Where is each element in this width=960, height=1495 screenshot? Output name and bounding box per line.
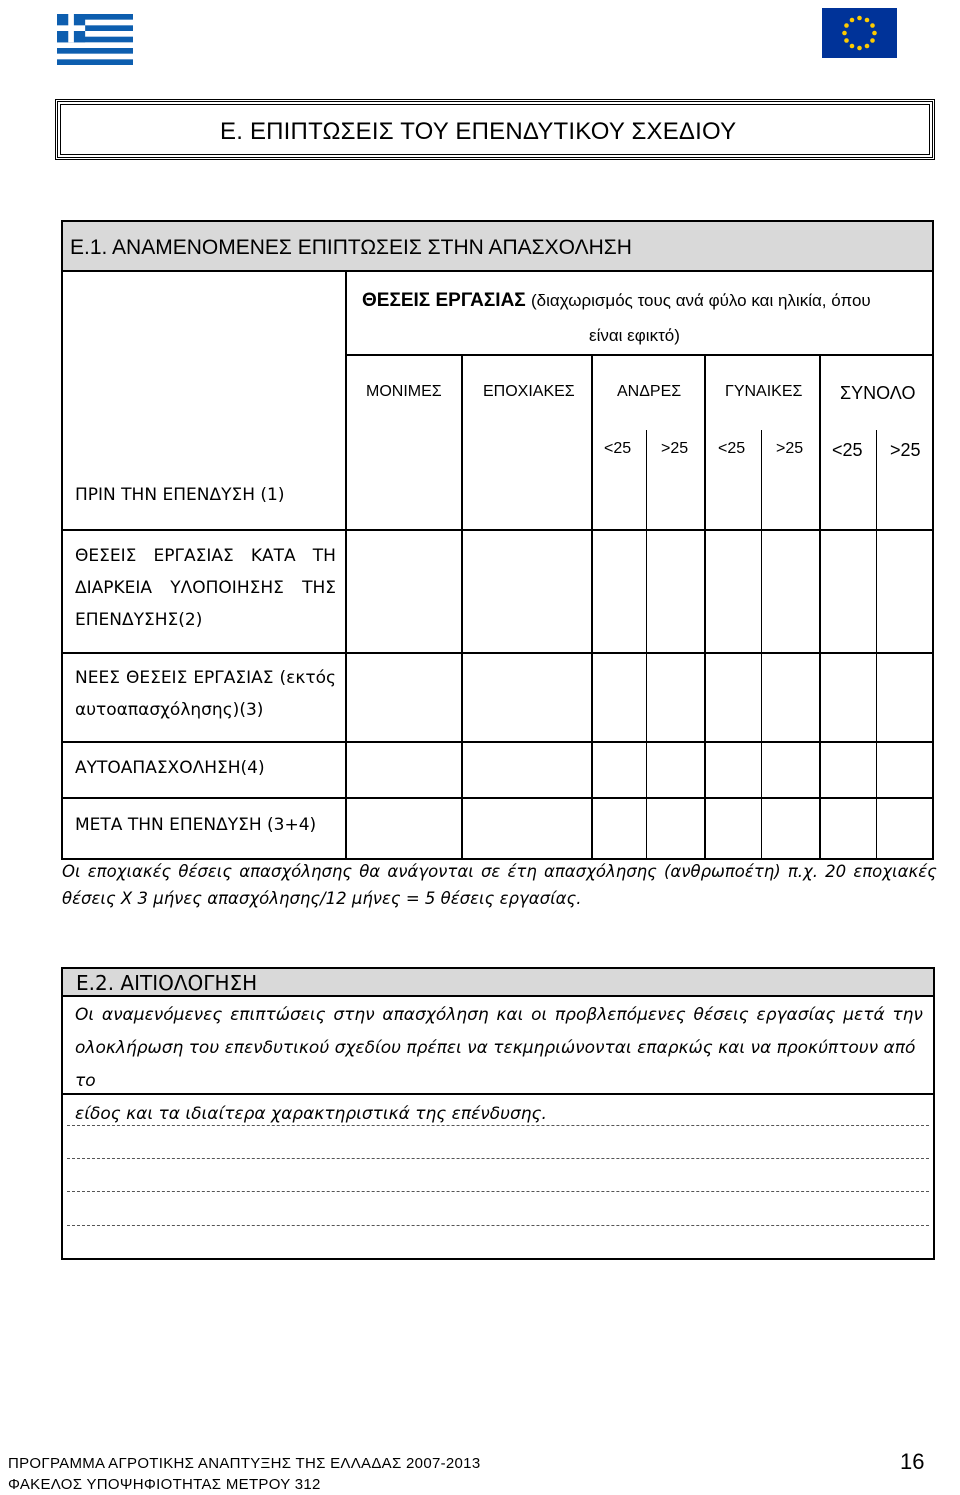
column-men: ΑΝΔΡΕΣ bbox=[617, 383, 682, 400]
answer-line[interactable] bbox=[67, 1125, 929, 1126]
page-number: 16 bbox=[900, 1449, 925, 1474]
justification-box bbox=[61, 967, 935, 1260]
section-e2-header: Ε.2. ΑΙΤΙΟΛΟΓΗΣΗ bbox=[63, 969, 933, 997]
column-total: ΣΥΝΟΛΟ bbox=[840, 383, 916, 403]
row-new-jobs: ΝΕΕΣ ΘΕΣΕΙΣ ΕΡΓΑΣΙΑΣ (εκτός αυτοαπασχόλησης)(3) bbox=[75, 668, 336, 720]
age-band: >25 bbox=[776, 440, 804, 457]
row-self-employment: ΑΥΤΟΑΠΑΣΧΟΛΗΣΗ(4) bbox=[75, 758, 265, 778]
footer-program: ΠΡΟΓΡΑΜΜΑ ΑΓΡΟΤΙΚΗΣ ΑΝΑΠΤΥΞΗΣ ΤΗΣ ΕΛΛΑΔΑΣ 2007-2013 bbox=[8, 1455, 481, 1472]
age-band: >25 bbox=[890, 440, 921, 460]
answer-line[interactable] bbox=[67, 1225, 929, 1226]
jobs-header-note: (διαχωρισμός τους ανά φύλο και ηλικία, όπου bbox=[531, 291, 871, 310]
column-seasonal: ΕΠΟΧΙΑΚΕΣ bbox=[483, 383, 575, 400]
row-before-investment: ΠΡΙΝ ΤΗΝ ΕΠΕΝΔΥΣΗ (1) bbox=[75, 485, 285, 505]
column-women: ΓΥΝΑΙΚΕΣ bbox=[725, 383, 803, 400]
row-after-investment: ΜΕΤΑ ΤΗΝ ΕΠΕΝΔΥΣΗ (3+4) bbox=[75, 815, 317, 835]
answer-line[interactable] bbox=[67, 1191, 929, 1192]
age-band: >25 bbox=[661, 440, 689, 457]
justification-instructions: Οι αναμενόμενες επιπτώσεις στην απασχόληση και οι προβλεπόμενες θέσεις εργασίας μετά την ολοκλήρωση του επενδυτικού σχεδίου πρέπει να τεκμηριώνονται επαρκώς και να προκύπτουν από το είδος και τα ιδιαίτερα χαρακτηριστικά της επένδυσης. bbox=[75, 1005, 923, 1124]
age-band: <25 bbox=[604, 440, 632, 457]
column-permanent: ΜΟΝΙΜΕΣ bbox=[366, 383, 442, 400]
section-title-box bbox=[55, 99, 935, 160]
jobs-header-note-2: είναι εφικτό) bbox=[589, 326, 680, 345]
age-band: <25 bbox=[832, 440, 863, 460]
age-band: <25 bbox=[718, 440, 746, 457]
row-during-implementation: ΘΕΣΕΙΣ ΕΡΓΑΣΙΑΣ ΚΑΤΑ ΤΗ ΔΙΑΡΚΕΙΑ ΥΛΟΠΟΙΗΣΗΣ ΤΗΣ ΕΠΕΝΔΥΣΗΣ(2) bbox=[75, 546, 336, 630]
jobs-header bbox=[362, 290, 871, 312]
greek-flag-icon bbox=[57, 14, 133, 65]
section-title: Ε. ΕΠΙΠΤΩΣΕΙΣ ΤΟΥ ΕΠΕΝΔΥΤΙΚΟΥ ΣΧΕΔΙΟΥ bbox=[220, 118, 737, 145]
section-e1-header: Ε.1. ΑΝΑΜΕΝΟΜΕΝΕΣ ΕΠΙΠΤΩΣΕΙΣ ΣΤΗΝ ΑΠΑΣΧΟΛΗΣΗ bbox=[61, 220, 934, 272]
answer-line[interactable] bbox=[67, 1158, 929, 1159]
jobs-header-bold: ΘΕΣΕΙΣ ΕΡΓΑΣΙΑΣ bbox=[362, 290, 526, 311]
divider bbox=[63, 1093, 933, 1095]
footer-dossier: ΦΑΚΕΛΟΣ ΥΠΟΨΗΦΙΟΤΗΤΑΣ ΜΕΤΡΟΥ 312 bbox=[8, 1476, 321, 1493]
seasonal-note: Οι εποχιακές θέσεις απασχόλησης θα ανάγονται σε έτη απασχόλησης (ανθρωποέτη) π.χ. 20 εποχιακές θέσεις Χ 3 μήνες απασχόλησης/12 μήνες = 5 θέσεις εργασίας. bbox=[62, 862, 937, 908]
eu-flag-icon bbox=[822, 8, 897, 58]
